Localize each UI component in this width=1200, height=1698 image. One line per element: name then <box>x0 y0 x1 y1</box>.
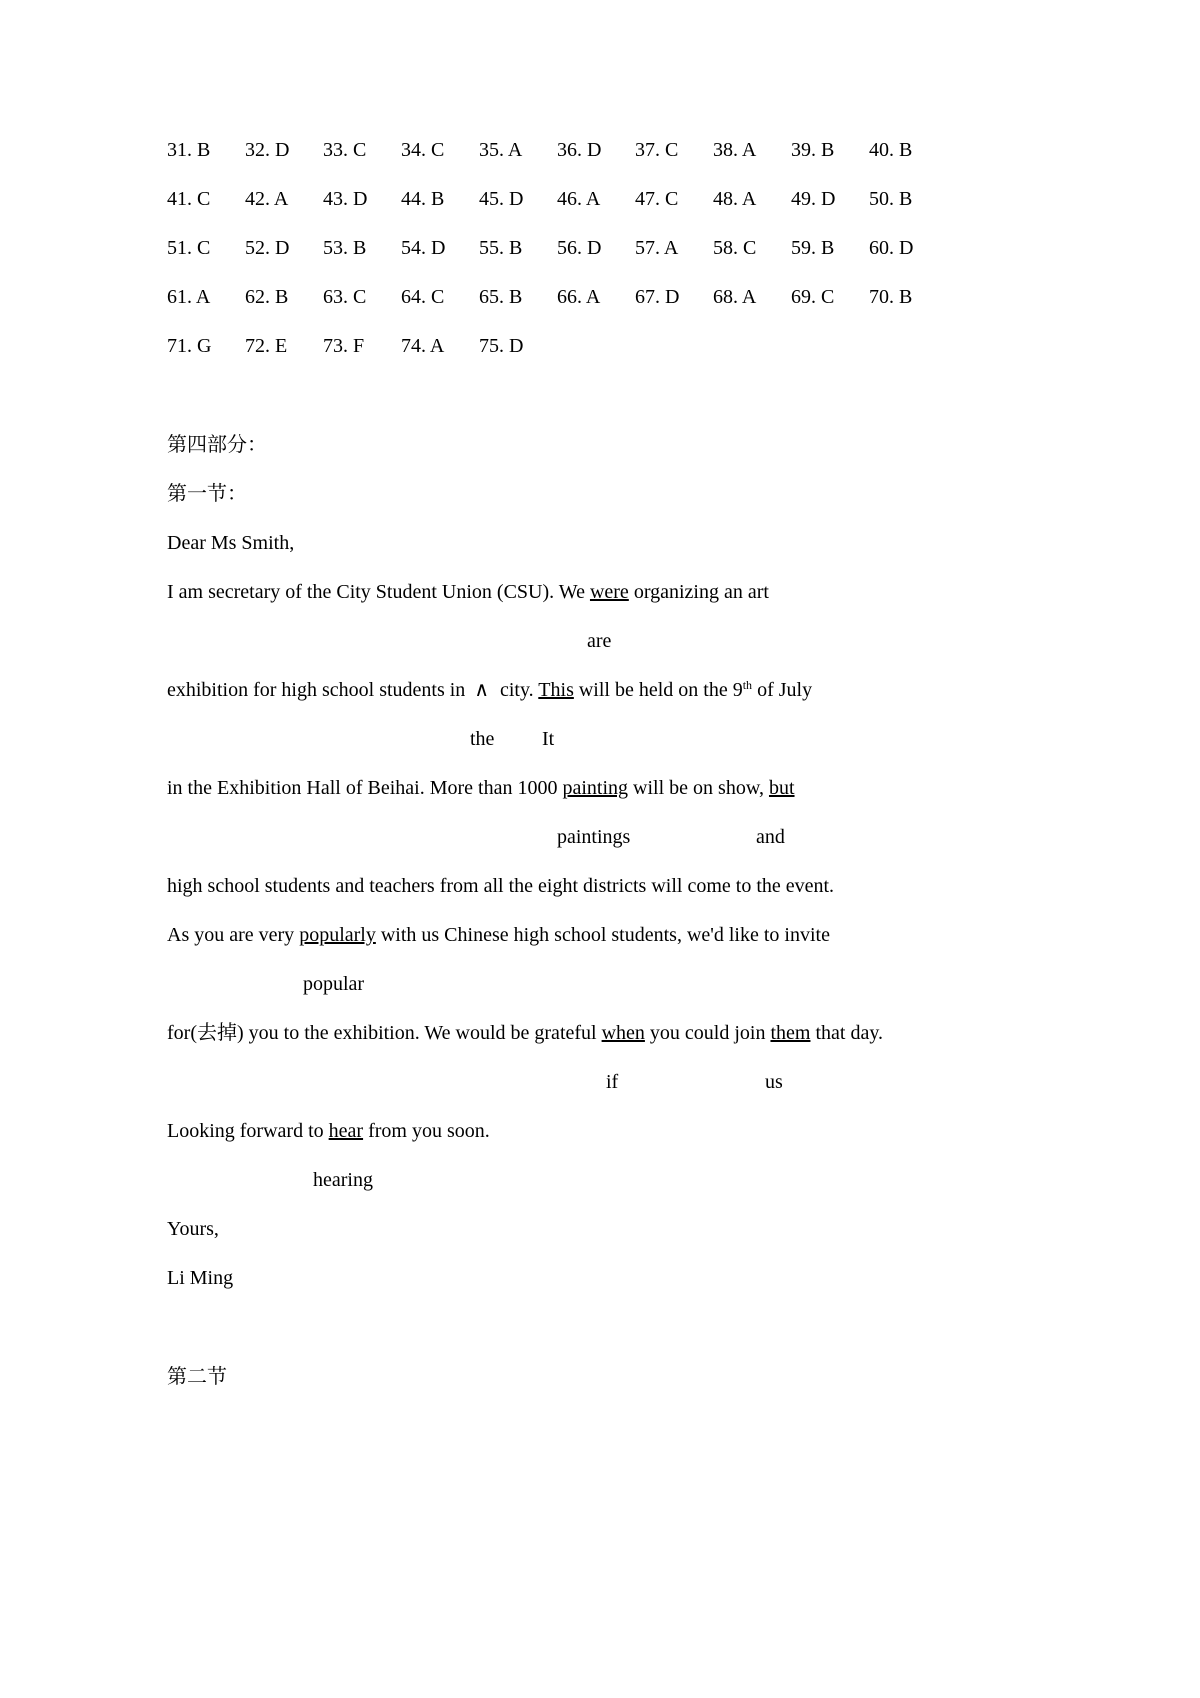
section1-heading: 第一节： <box>167 483 247 505</box>
answer-item: 35. A <box>479 139 523 161</box>
answer-item: 67. D <box>635 286 680 308</box>
text-segment: will be held on the 9 <box>573 679 743 701</box>
answer-item: 34. C <box>401 139 445 161</box>
answer-item: 72. E <box>245 335 288 357</box>
letter-greeting: Dear Ms Smith, <box>167 532 295 554</box>
letter-line <box>167 678 812 702</box>
answer-item: 38. A <box>713 139 757 161</box>
text-segment: organizing an art <box>628 581 769 603</box>
answer-item: 51. C <box>167 237 211 259</box>
correction-word: the <box>470 728 495 750</box>
superscript: th <box>742 678 753 692</box>
text-segment: will be on show, <box>628 777 769 799</box>
answer-item: 63. C <box>323 286 367 308</box>
answer-item: 59. B <box>791 237 835 259</box>
part4-heading: 第四部分： <box>167 434 267 456</box>
text-segment: that day. <box>810 1022 884 1044</box>
text-segment: Looking forward to <box>167 1120 329 1142</box>
section2-heading: 第二节 <box>167 1366 227 1388</box>
answer-item: 58. C <box>713 237 757 259</box>
answer-item: 55. B <box>479 237 523 259</box>
answer-item: 41. C <box>167 188 211 210</box>
answer-item: 40. B <box>869 139 913 161</box>
answer-item: 44. B <box>401 188 445 210</box>
answer-item: 56. D <box>557 237 602 259</box>
letter-line <box>167 776 795 800</box>
error-word: hear <box>328 1120 364 1142</box>
answer-item: 65. B <box>479 286 523 308</box>
text-segment: of July <box>752 679 813 701</box>
correction-word: hearing <box>313 1169 373 1191</box>
answer-item: 50. B <box>869 188 913 210</box>
answer-item: 31. B <box>167 139 211 161</box>
letter-closing: Yours, <box>167 1218 219 1240</box>
answer-item: 71. G <box>167 335 212 357</box>
answer-item: 62. B <box>245 286 289 308</box>
answer-item: 43. D <box>323 188 368 210</box>
answer-item: 68. A <box>713 286 757 308</box>
error-word: but <box>768 777 795 799</box>
error-word: painting <box>562 777 629 799</box>
answer-item: 61. A <box>167 286 211 308</box>
text-segment: for(去掉) you to the exhibition. We would be grateful <box>167 1022 602 1044</box>
error-word: when <box>601 1022 645 1044</box>
text-segment: from you soon. <box>363 1120 490 1142</box>
correction-word: us <box>765 1071 783 1093</box>
correction-word: It <box>542 728 555 750</box>
answer-item: 64. C <box>401 286 445 308</box>
answer-item: 52. D <box>245 237 290 259</box>
answer-item: 37. C <box>635 139 679 161</box>
answer-item: 60. D <box>869 237 914 259</box>
answer-item: 48. A <box>713 188 757 210</box>
answer-item: 70. B <box>869 286 913 308</box>
letter-line <box>167 1021 883 1045</box>
answer-item: 47. C <box>635 188 679 210</box>
correction-word: and <box>756 826 785 848</box>
answer-item: 53. B <box>323 237 367 259</box>
answer-item: 66. A <box>557 286 601 308</box>
correction-word: are <box>587 630 612 652</box>
answer-item: 75. D <box>479 335 524 357</box>
text-segment: As you are very <box>167 924 300 946</box>
answer-item: 54. D <box>401 237 446 259</box>
letter-line <box>167 580 769 604</box>
answer-item: 32. D <box>245 139 290 161</box>
letter-line <box>167 1119 490 1143</box>
answer-item: 46. A <box>557 188 601 210</box>
error-word: popularly <box>299 924 376 946</box>
answer-item: 69. C <box>791 286 835 308</box>
correction-word: popular <box>303 973 365 995</box>
correction-word: paintings <box>557 826 631 848</box>
answer-item: 36. D <box>557 139 602 161</box>
insertion-caret: ∧ <box>474 679 489 701</box>
answer-item: 33. C <box>323 139 367 161</box>
answer-item: 74. A <box>401 335 445 357</box>
answer-item: 73. F <box>323 335 365 357</box>
answer-item: 57. A <box>635 237 679 259</box>
letter-signature: Li Ming <box>167 1267 234 1289</box>
answer-item: 39. B <box>791 139 835 161</box>
text-segment: with us Chinese high school students, we'd like to invite <box>375 924 830 946</box>
text-segment: in the Exhibition Hall of Beihai. More than 1000 <box>167 777 563 799</box>
answer-item: 45. D <box>479 188 524 210</box>
correction-word: if <box>606 1071 619 1093</box>
error-word: This <box>538 679 574 701</box>
error-word: were <box>589 581 629 603</box>
answer-item: 42. A <box>245 188 289 210</box>
letter-line: high school students and teachers from all the eight districts will come to the event. <box>167 875 835 897</box>
text-segment: you could join <box>644 1022 771 1044</box>
text-segment: I am secretary of the City Student Union (CSU). We <box>167 581 590 603</box>
answer-item: 49. D <box>791 188 836 210</box>
error-word: them <box>770 1022 811 1044</box>
letter-line <box>167 923 830 947</box>
text-segment: exhibition for high school students in <box>167 679 471 701</box>
text-segment: city. <box>494 679 539 701</box>
